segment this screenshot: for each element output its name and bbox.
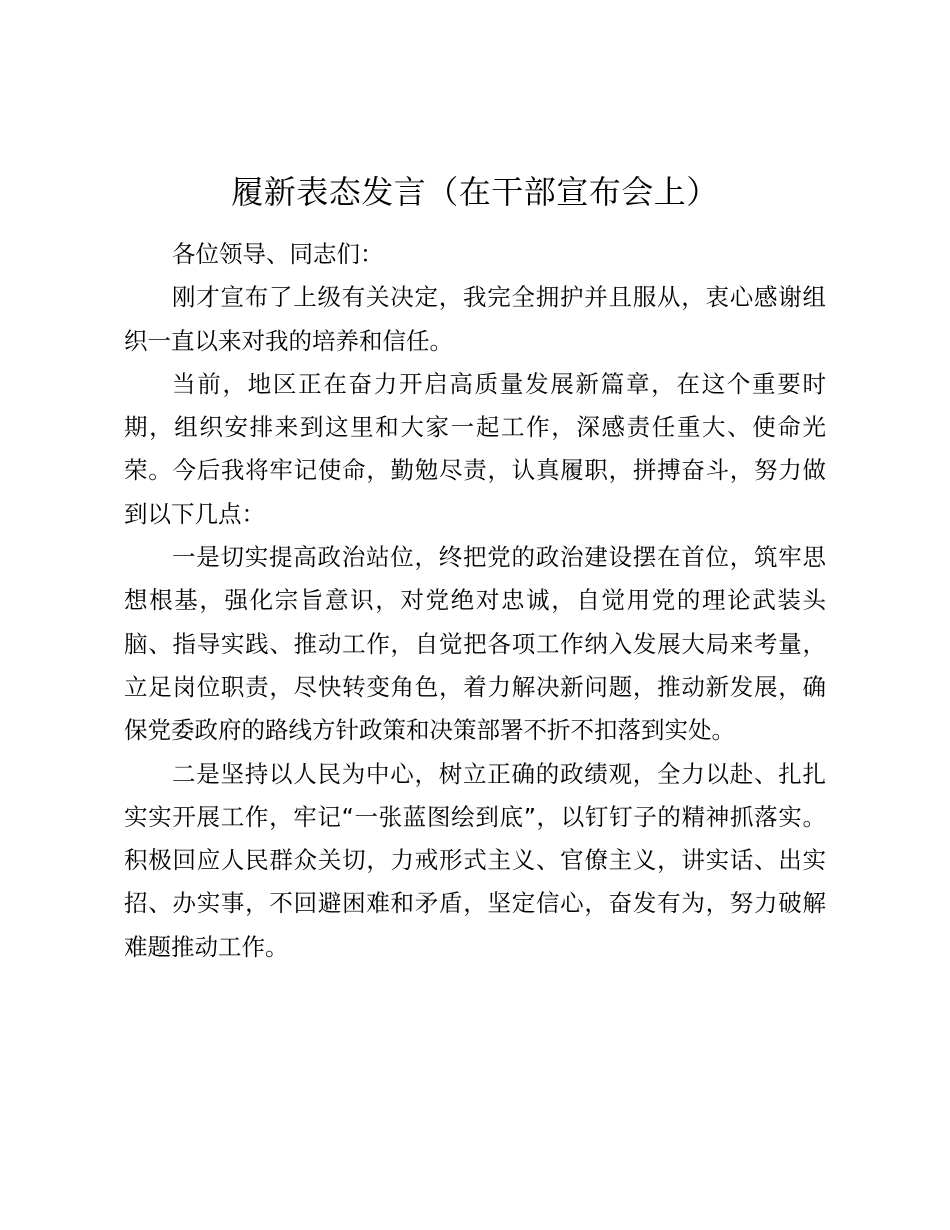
document-body [124, 233, 826, 969]
body-paragraph: 一是切实提高政治站位，终把党的政治建设摆在首位，筑牢思想根基，强化宗旨意识，对党绝对忠诚，自觉用党的理论武装头脑、指导实践、推动工作，自觉把各项工作纳入发展大局来考量，立足岗位职责，尽快转变角色，着力解决新问题，推动新发展，确保党委政府的路线方针政策和决策部署不折不扣落到实处。 [124, 543, 826, 745]
body-paragraph: 刚才宣布了上级有关决定，我完全拥护并且服从，衷心感谢组织一直以来对我的培养和信任。 [124, 283, 826, 355]
document-title: 履新表态发言（在干部宣布会上） [231, 173, 719, 211]
body-paragraph: 当前，地区正在奋力开启高质量发展新篇章，在这个重要时期，组织安排来到这里和大家一起工作，深感责任重大、使命光荣。今后我将牢记使命，勤勉尽责，认真履职，拼搏奋斗，努力做到以下几点： [124, 369, 826, 528]
body-paragraph: 二是坚持以人民为中心，树立正确的政绩观，全力以赴、扎扎实实开展工作，牢记“一张蓝图绘到底”，以钉钉子的精神抓落实。积极回应人民群众关切，力戒形式主义、官僚主义，讲实话、出实招、办实事，不回避困难和矛盾，坚定信心，奋发有为，努力破解难题推动工作。 [124, 759, 826, 961]
salutation-paragraph: 各位领导、同志们： [172, 240, 384, 268]
